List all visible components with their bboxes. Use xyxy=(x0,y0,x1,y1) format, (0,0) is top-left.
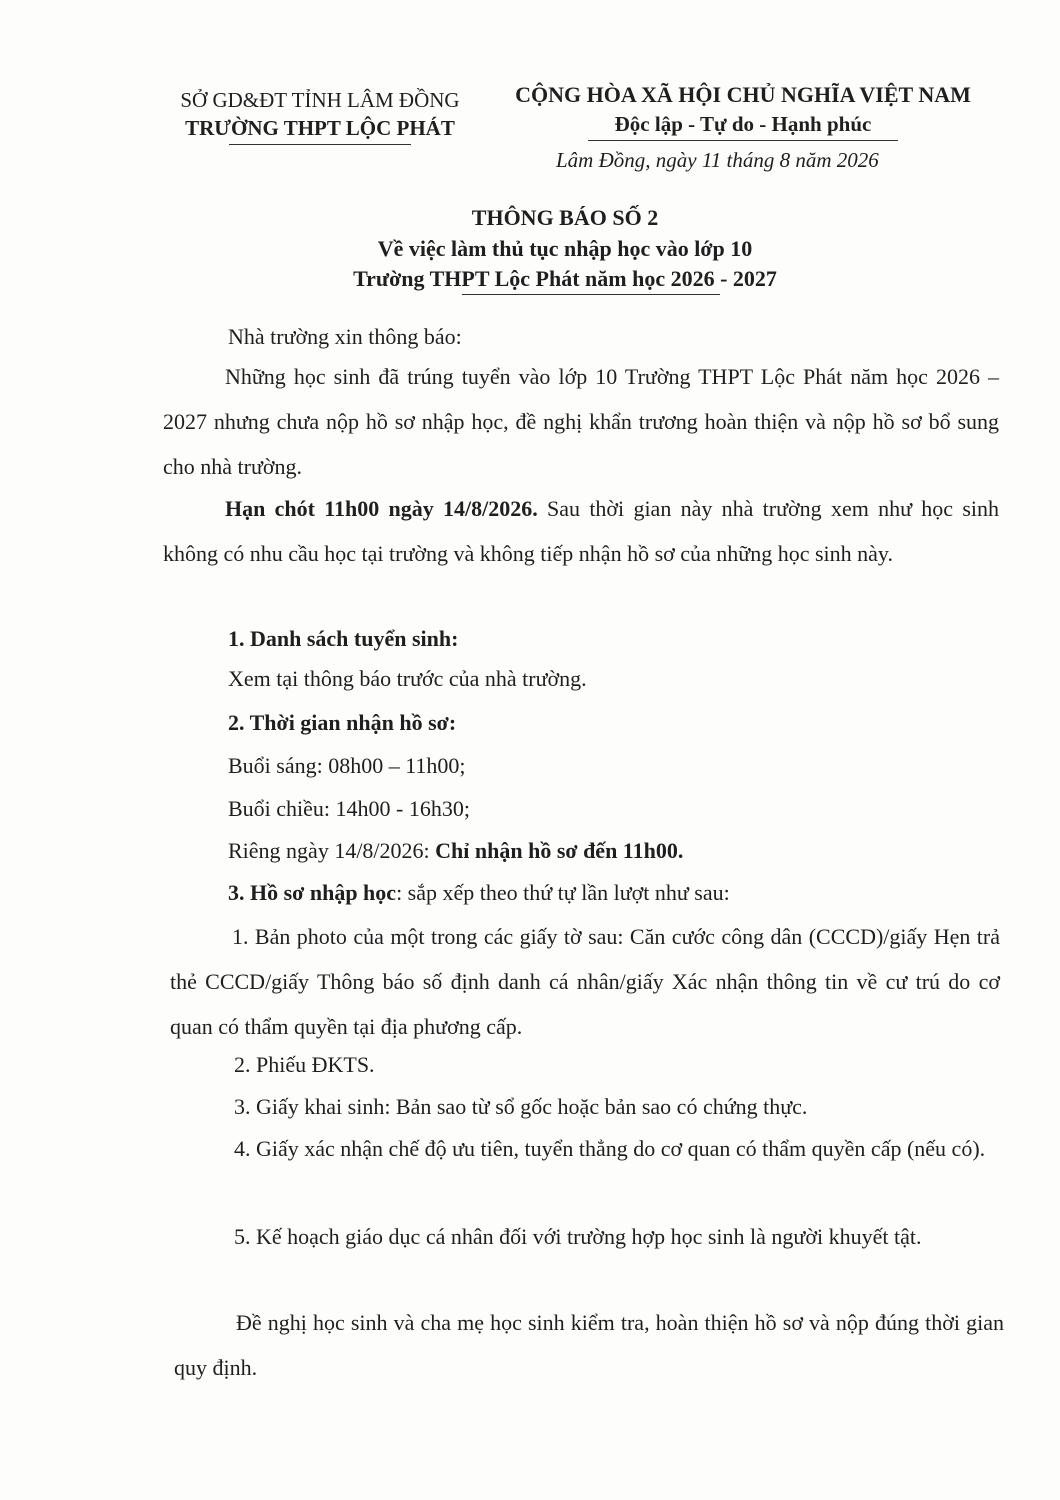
section-3-heading xyxy=(228,878,730,908)
section-3-heading-rest: : sắp xếp theo thứ tự lần lượt như sau: xyxy=(396,880,730,905)
document-item-1: 1. Bản photo của một trong các giấy tờ sau: Căn cước công dân (CCCD)/giấy Hẹn trả thẻ CCCD/giấy Thông báo số định danh cá nhân/giấy Xác nhận thông tin về cư trú do cơ quan có thẩm quyền tại địa phương cấp. xyxy=(170,924,1000,1039)
document-item-4: 4. Giấy xác nhận chế độ ưu tiên, tuyển thẳng do cơ quan có thẩm quyền cấp (nếu có). xyxy=(234,1136,986,1161)
deadline-rest: Sau thời gian này nhà trường xem như học sinh không có nhu cầu học tại trường và không tiếp nhận hồ sơ của những học sinh này. xyxy=(163,496,1000,566)
national-header xyxy=(488,80,998,141)
document-item-3: 3. Giấy khai sinh: Bản sao từ sổ gốc hoặc bản sao có chứng thực. xyxy=(234,1094,808,1119)
section-2-heading: 2. Thời gian nhận hồ sơ: xyxy=(228,710,457,735)
closing-paragraph: Đề nghị học sinh và cha mẹ học sinh kiểm tra, hoàn thiện hồ sơ và nộp đúng thời gian quy định. xyxy=(174,1310,1004,1380)
issuer-underline xyxy=(229,144,411,145)
section-2-morning: Buổi sáng: 08h00 – 11h00; xyxy=(228,753,466,778)
national-motto: Độc lập - Tự do - Hạnh phúc xyxy=(614,112,872,136)
paragraph-admitted-students: Những học sinh đã trúng tuyển vào lớp 10 Trường THPT Lộc Phát năm học 2026 – 2027 nhưng chưa nộp hồ sơ nhập học, đề nghị khẩn trương hoàn thiện và nộp hồ sơ bổ sung cho nhà trường. xyxy=(163,364,999,479)
document-item-5: 5. Kế hoạch giáo dục cá nhân đối với trường hợp học sinh là người khuyết tật. xyxy=(234,1224,922,1249)
title-subject: Về việc làm thủ tục nhập học vào lớp 10 xyxy=(377,236,753,261)
national-title: CỘNG HÒA XÃ HỘI CHỦ NGHĨA VIỆT NAM xyxy=(515,82,971,107)
issuer-school: TRƯỜNG THPT LỘC PHÁT xyxy=(185,116,455,140)
document-title xyxy=(150,202,980,294)
section-2-special-day xyxy=(228,836,683,866)
title-school-year: Trường THPT Lộc Phát năm học 2026 - 2027 xyxy=(353,266,777,291)
paragraph-deadline xyxy=(163,486,999,576)
section-1-text: Xem tại thông báo trước của nhà trường. xyxy=(228,666,587,691)
special-day-bold: Chỉ nhận hồ sơ đến 11h00. xyxy=(435,838,684,863)
section-2-afternoon: Buổi chiều: 14h00 - 16h30; xyxy=(228,796,470,821)
section-1-heading: 1. Danh sách tuyển sinh: xyxy=(228,626,459,651)
deadline-bold: Hạn chót 11h00 ngày 14/8/2026. xyxy=(225,496,538,521)
place-date: Lâm Đồng, ngày 11 tháng 8 năm 2026 xyxy=(556,148,879,172)
intro-line: Nhà trường xin thông báo: xyxy=(228,324,462,349)
title-underline xyxy=(462,294,720,295)
section-3-heading-bold: 3. Hồ sơ nhập học xyxy=(228,880,397,905)
document-item-2: 2. Phiếu ĐKTS. xyxy=(234,1052,375,1077)
title-number: THÔNG BÁO SỐ 2 xyxy=(471,205,659,230)
issuer-department: SỞ GD&ĐT TỈNH LÂM ĐỒNG xyxy=(180,88,460,112)
special-day-prefix: Riêng ngày 14/8/2026: xyxy=(228,838,436,863)
issuer-block xyxy=(150,86,490,145)
motto-underline xyxy=(588,140,898,141)
